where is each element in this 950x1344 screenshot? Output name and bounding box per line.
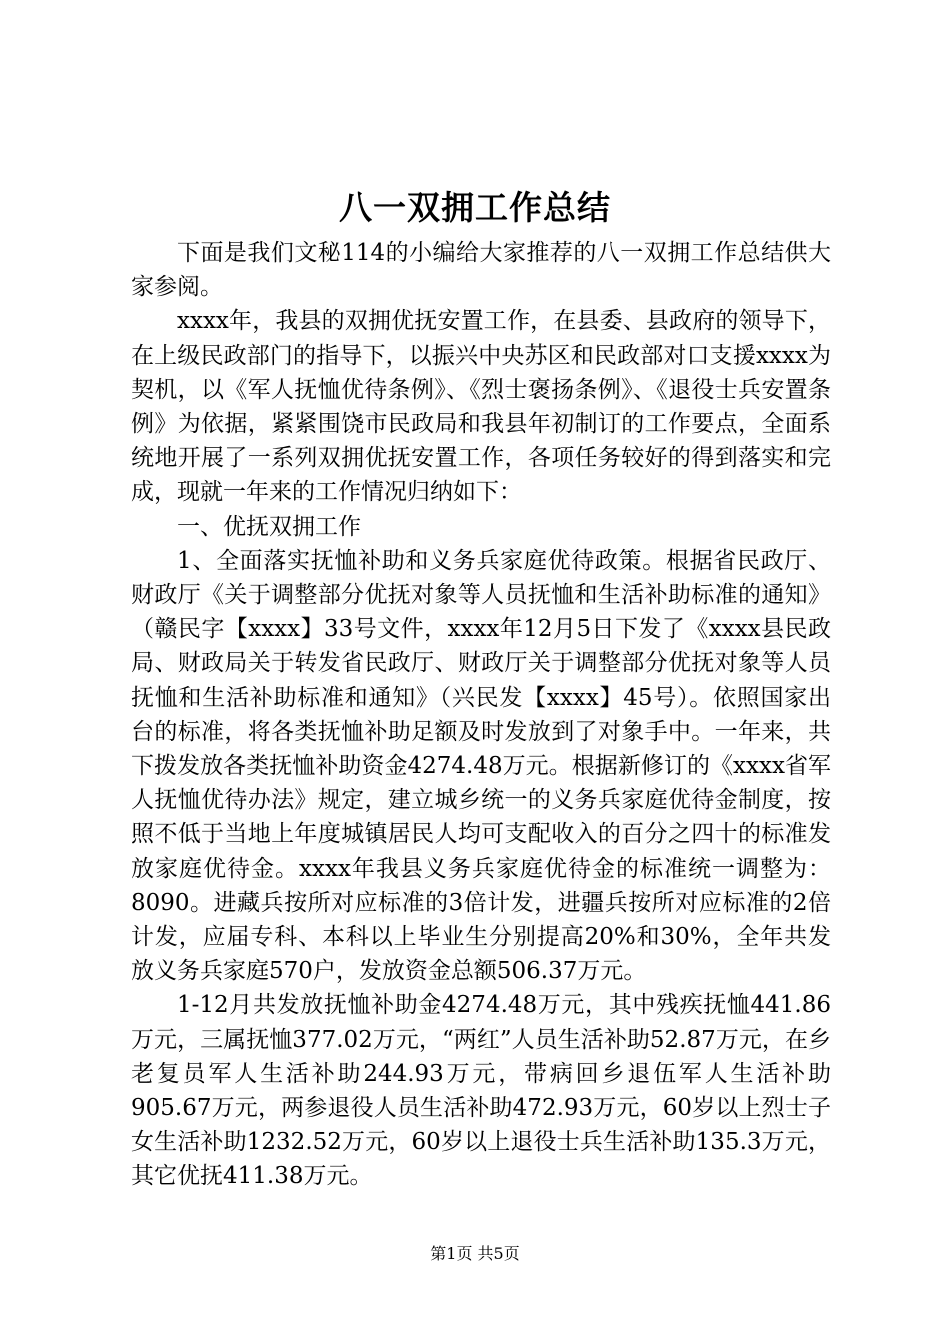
paragraph-subsidy-breakdown: 1-12月共发放抚恤补助金4274.48万元，其中残疾抚恤441.86万元，三属抚恤377.02万元，“两红”人员生活补助52.87万元，在乡老复员军人生活补助244.93万元，带病回乡退伍军人生活补助905.67万元，两参退役人员生活补助472.93万元，60岁以上烈士子女生活补助1232.52万元，60岁以上退役士兵生活补助135.3万元，其它优抚411.38万元。 bbox=[131, 992, 831, 1190]
paragraph-intro: 下面是我们文秘114的小编给大家推荐的八一双拥工作总结供大家参阅。 bbox=[131, 240, 831, 301]
document-body bbox=[131, 236, 831, 1194]
paragraph-subsidy-policy: 1、全面落实抚恤补助和义务兵家庭优待政策。根据省民政厅、财政厅《关于调整部分优抚对象等人员抚恤和生活补助标准的通知》（赣民字【xxxx】33号文件，xxxx年12月5日下发了《xxxx县民政局、财政局关于转发省民政厅、财政厅关于调整部分优抚对象等人员抚恤和生活补助标准和通知》（兴民发【xxxx】45号）。依照国家出台的标准，将各类抚恤补助足额及时发放到了对象手中。一年来，共下拨发放各类抚恤补助资金4274.48万元。根据新修订的《xxxx省军人抚恤优待办法》规定，建立城乡统一的义务兵家庭优待金制度，按照不低于当地上年度城镇居民人均可支配收入的百分之四十的标准发放家庭优待金。xxxx年我县义务兵家庭优待金的标准统一调整为：8090。进藏兵按所对应标准的3倍计发，进疆兵按所对应标准的2倍计发，应届专科、本科以上毕业生分别提高20%和30%，全年共发放义务兵家庭570户，发放资金总额506.37万元。 bbox=[131, 547, 831, 985]
section-heading-1: 一、优抚双拥工作 bbox=[177, 513, 361, 540]
page-footer: 第1页 共5页 bbox=[430, 1244, 520, 1263]
paragraph-overview: xxxx年，我县的双拥优抚安置工作，在县委、县政府的领导下，在上级民政部门的指导下，以振兴中央苏区和民政部对口支援xxxx为契机，以《军人抚恤优待条例》、《烈士褒扬条例》、《退役士兵安置条例》为依据，紧紧围饶市民政局和我县年初制订的工作要点，全面系统地开展了一系列双拥优抚安置工作，各项任务较好的得到落实和完成，现就一年来的工作情况归纳如下： bbox=[131, 308, 831, 506]
document-title: 八一双拥工作总结 bbox=[339, 188, 611, 227]
